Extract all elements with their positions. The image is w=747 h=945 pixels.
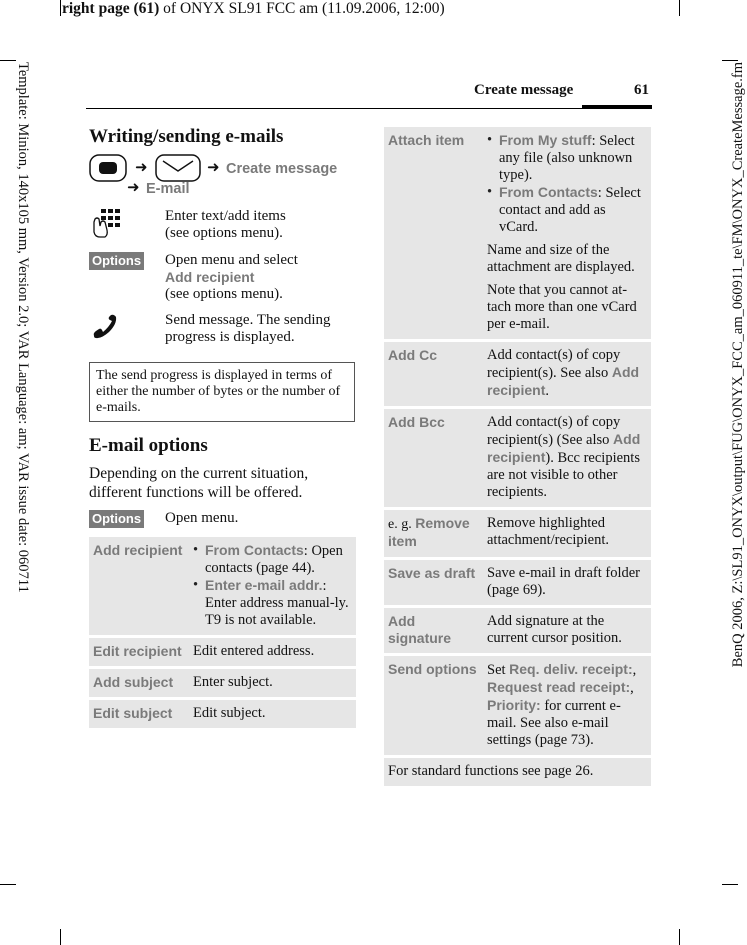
table-row: e. g. Remove item Remove highlighted attachment/recipient. (384, 510, 651, 557)
crop-mark (60, 0, 61, 16)
joystick-key-icon (89, 154, 127, 182)
envelope-icon (155, 154, 201, 182)
page-number: 61 (634, 82, 649, 98)
section-heading: Writing/sending e-mails (89, 126, 284, 147)
step-row: Enter text/add items (see options menu). (89, 208, 355, 252)
print-slug: right page (61) of ONYX SL91 FCC am (11.09.2006, 12:00) (62, 0, 445, 17)
table-row: Add recipient • From Contacts: Open contacts (page 44). • Enter e-mail addr.: Enter address manual-ly. T9 is not available. (89, 537, 356, 635)
options-heading: E-mail options (89, 435, 208, 456)
right-column (384, 127, 651, 789)
table-row: Send options Set Req. deliv. receipt:, Request read receipt:, Priority: for current e-mail. See also e-mail settings (page 73). (384, 656, 651, 755)
table-row: Save as draft Save e-mail in draft folder (page 69). (384, 560, 651, 605)
option-label: Add recipient (89, 537, 189, 635)
step-row: Options Open menu. (89, 510, 355, 534)
table-row (384, 758, 651, 786)
keypad-icon (91, 208, 121, 238)
crop-mark (679, 929, 680, 945)
table-row: Attach item • From My stuff: Select any file (also unknown type). • From Contacts: Select contact and add as vCard. Name and size of the attachment are displayed. Note that you cannot at-tach more than one vCard per e-mail. (384, 127, 651, 339)
call-key-icon (91, 314, 119, 340)
options-table (89, 534, 356, 731)
header-rule (86, 108, 652, 109)
running-header-title: Create message (474, 82, 574, 98)
option-label: Add Bcc (384, 409, 483, 507)
crop-mark (0, 884, 16, 885)
table-row: Edit recipient Edit entered address. (89, 638, 356, 666)
note-box: The send progress is displayed in terms of either the number of bytes or the number of e-mails. (89, 362, 355, 422)
intro-text: Depending on the current situation, different functions will be offered. (89, 465, 309, 501)
crop-mark (0, 60, 16, 61)
options-table-continued (384, 124, 651, 789)
option-label: Attach item (384, 127, 483, 339)
option-label: Add signature (384, 608, 483, 653)
crop-mark (60, 929, 61, 945)
crop-mark (722, 60, 738, 61)
left-column (89, 126, 355, 731)
table-row: Add signature Add signature at the current cursor position. (384, 608, 651, 653)
file-path-info: BenQ 2006, Z:\SL91_ONYX\output\FUG\ONYX_FCC_am_060911_te\FM\ONYX_CreateMessage.fm (730, 62, 746, 668)
table-footer: For standard functions see page 26. (384, 758, 651, 786)
step-row: Options Open menu and select Add recipient (see options menu). (89, 252, 355, 312)
menu-add-recipient: Add recipient (165, 269, 255, 285)
option-label: Send options (384, 656, 483, 755)
option-label: e. g. Remove item (384, 510, 483, 557)
options-softkey[interactable]: Options (89, 252, 144, 270)
step-row: Send message. The sending progress is displayed. (89, 312, 355, 354)
option-label: Add subject (89, 669, 189, 697)
option-label: Add Cc (384, 342, 483, 406)
menu-email: E-mail (146, 181, 190, 197)
options-softkey[interactable]: Options (89, 510, 144, 528)
table-row: Edit subject Edit subject. (89, 700, 356, 728)
header-rule-accent (582, 105, 652, 109)
table-row: Add subject Enter subject. (89, 669, 356, 697)
table-row: Add Cc Add contact(s) of copy recipient(s). See also Add recipient. (384, 342, 651, 406)
crop-mark (722, 884, 738, 885)
menu-path: ➜ ➜ Create message ➜ E-mail (89, 154, 355, 198)
option-label: Edit subject (89, 700, 189, 728)
template-info: Template: Minion, 140x105 mm, Version 2.0; VAR Language: am; VAR issue date: 060711 (15, 62, 31, 593)
option-label: Edit recipient (89, 638, 189, 666)
menu-create-message: Create message (226, 161, 338, 177)
crop-mark (679, 0, 680, 16)
option-label: Save as draft (384, 560, 483, 605)
table-row: Add Bcc Add contact(s) of copy recipient(s) (See also Add recipient). Bcc recipients are not visible to other recipients. (384, 409, 651, 507)
